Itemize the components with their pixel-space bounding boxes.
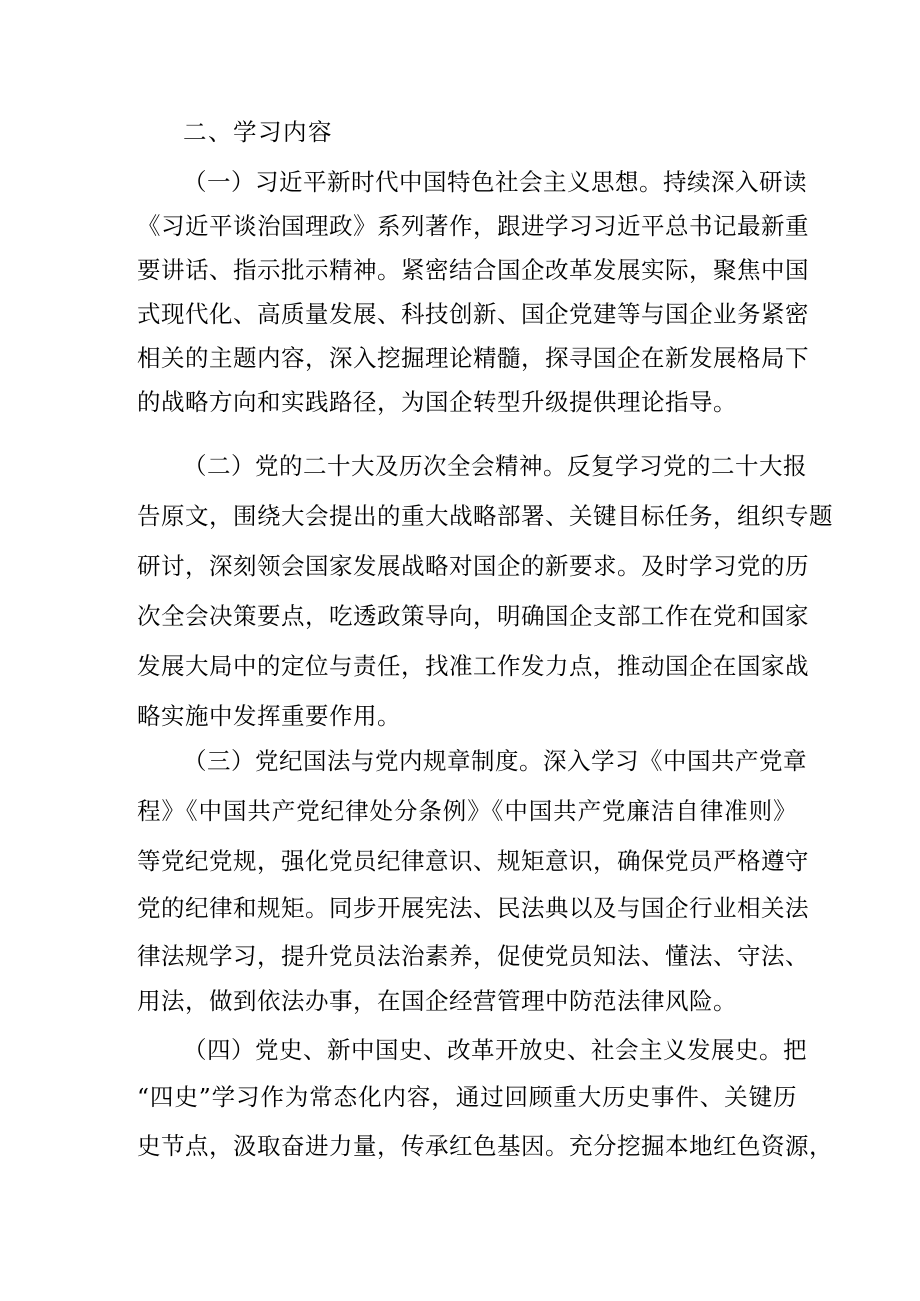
- paragraph-3-line-1: （三）党纪国法与党内规章制度。深入学习《中国共产党章: [183, 747, 807, 775]
- paragraph-3-line-5: 律法规学习，提升党员法治素养，促使党员知法、懂法、守法、: [137, 942, 809, 970]
- paragraph-1-line-1: （一）习近平新时代中国特色社会主义思想。持续深入研读: [183, 168, 807, 196]
- section-heading: 二、学习内容: [183, 118, 333, 146]
- paragraph-4-line-3: 史节点，汲取奋进力量，传承红色基因。充分挖掘本地红色资源，: [137, 1132, 833, 1160]
- paragraph-3-line-6: 用法，做到依法办事，在国企经营管理中防范法律风险。: [137, 987, 737, 1015]
- paragraph-3-line-2: 程》《中国共产党纪律处分条例》《中国共产党廉洁自律准则》: [137, 797, 797, 825]
- paragraph-1-line-3: 要讲话、指示批示精神。紧密结合国企改革发展实际，聚焦中国: [137, 256, 809, 284]
- paragraph-4-line-1: （四）党史、新中国史、改革开放史、社会主义发展史。把: [183, 1036, 807, 1064]
- paragraph-2-line-4: 次全会决策要点，吃透政策导向，明确国企支部工作在党和国家: [137, 602, 809, 630]
- paragraph-2-line-3: 研讨，深刻领会国家发展战略对国企的新要求。及时学习党的历: [137, 552, 809, 580]
- paragraph-1-line-6: 的战略方向和实践路径，为国企转型升级提供理论指导。: [137, 388, 737, 416]
- paragraph-1-line-2: 《习近平谈治国理政》系列著作，跟进学习习近平总书记最新重: [137, 212, 809, 240]
- paragraph-2-line-5: 发展大局中的定位与责任，找准工作发力点，推动国企在国家战: [137, 652, 809, 680]
- paragraph-3-line-4: 党的纪律和规矩。同步开展宪法、民法典以及与国企行业相关法: [137, 894, 809, 922]
- paragraph-3-line-3: 等党纪党规，强化党员纪律意识、规矩意识，确保党员严格遵守: [137, 847, 809, 875]
- paragraph-2-line-6: 略实施中发挥重要作用。: [137, 702, 401, 730]
- paragraph-2-line-2: 告原文，围绕大会提出的重大战略部署、关键目标任务，组织专题: [137, 502, 833, 530]
- paragraph-4-line-2: “四史”学习作为常态化内容，通过回顾重大历史事件、关键历: [137, 1083, 797, 1111]
- paragraph-1-line-5: 相关的主题内容，深入挖掘理论精髓，探寻国企在新发展格局下: [137, 344, 809, 372]
- paragraph-2-line-1: （二）党的二十大及历次全会精神。反复学习党的二十大报: [183, 452, 807, 480]
- paragraph-1-line-4: 式现代化、高质量发展、科技创新、国企党建等与国企业务紧密: [137, 300, 809, 328]
